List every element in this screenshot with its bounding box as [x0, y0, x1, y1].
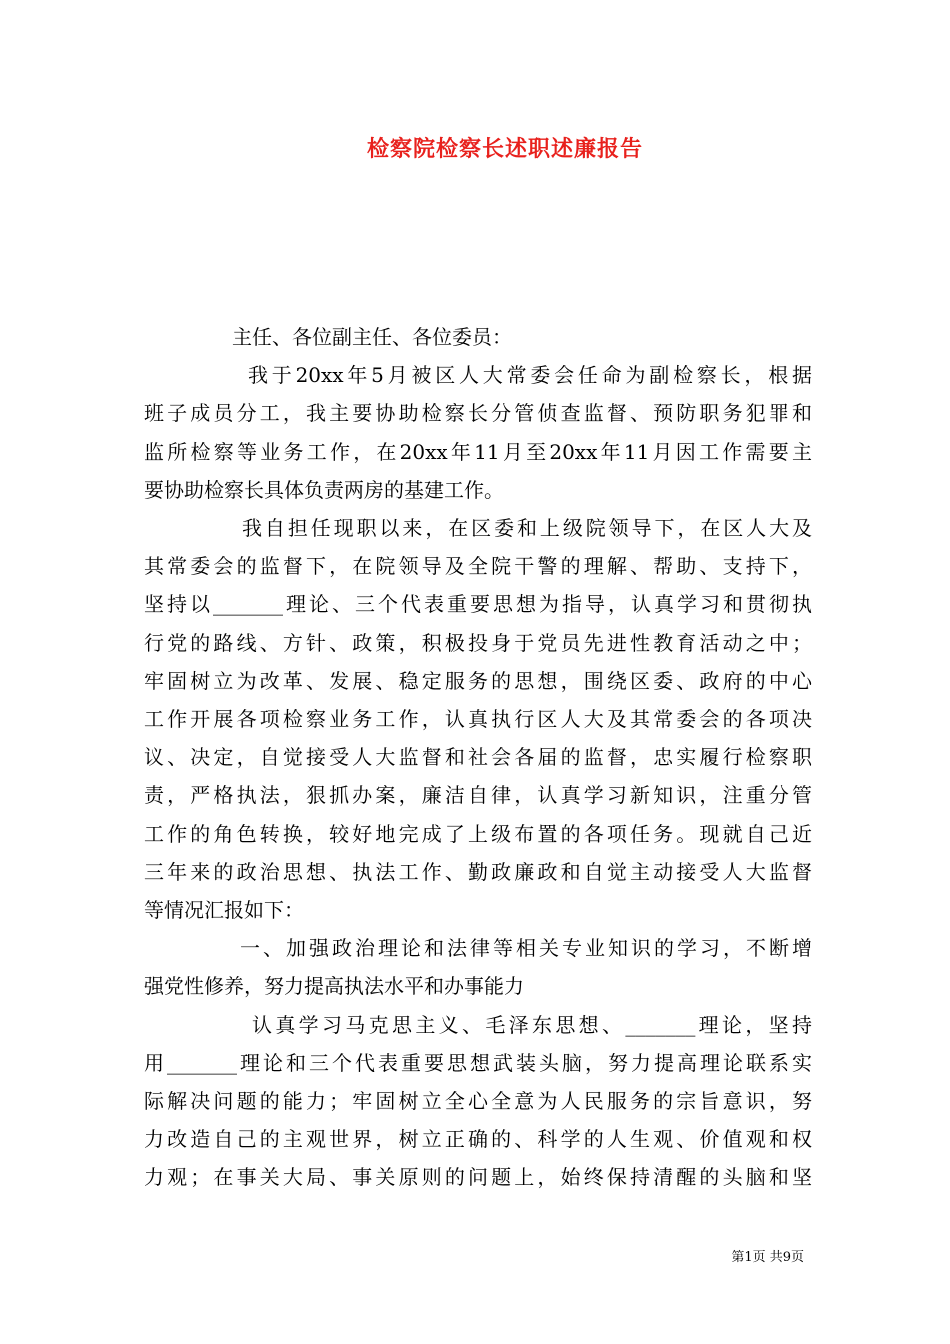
paragraph-line: 用_______理论和三个代表重要思想武装头脑，努力提高理论联系实: [144, 1050, 812, 1075]
paragraph-line: 我自担任现职以来，在区委和上级院领导下，在区人大及: [242, 516, 812, 541]
paragraph-study: [144, 1006, 812, 1197]
paragraph-line: 其常委会的监督下，在院领导及全院干警的理解、帮助、支持下，: [144, 554, 812, 579]
document-body: [144, 318, 812, 1197]
paragraph-line: 等情况汇报如下：: [144, 898, 304, 923]
section-heading-line: 强党性修养，努力提高执法水平和办事能力: [144, 974, 524, 999]
paragraph-line: 议、决定，自觉接受人大监督和社会各届的监督，忠实履行检察职: [144, 745, 812, 770]
section-heading-line: 一、加强政治理论和法律等相关专业知识的学习，不断增: [240, 936, 812, 961]
paragraph-line: 工作开展各项检察业务工作，认真执行区人大及其常委会的各项决: [144, 707, 812, 732]
paragraph-line: 班子成员分工，我主要协助检察长分管侦查监督、预防职务犯罪和: [144, 401, 812, 426]
section-heading-one: [144, 929, 812, 1005]
paragraph-line: 牢固树立为改革、发展、稳定服务的思想，围绕区委、政府的中心: [144, 668, 812, 693]
paragraph-line: 三年来的政治思想、执法工作、勤政廉政和自觉主动接受人大监督: [144, 859, 812, 884]
paragraph-line: 监所检察等业务工作，在20xx年11月至20xx年11月因工作需要主: [144, 439, 812, 464]
paragraph-appointment: [144, 356, 812, 509]
paragraph-line: 认真学习马克思主义、毛泽东思想、_______理论，坚持: [252, 1012, 812, 1037]
paragraph-line: 我于20xx年5月被区人大常委会任命为副检察长，根据: [248, 363, 812, 388]
salutation: 主任、各位副主任、各位委员：: [232, 325, 512, 349]
paragraph-overview: [144, 509, 812, 929]
page-number: 第1页 共9页: [731, 1250, 804, 1265]
paragraph-line: 行党的路线、方针、政策，积极投身于党员先进性教育活动之中；: [144, 630, 812, 655]
paragraph-line: 力观；在事关大局、事关原则的问题上，始终保持清醒的头脑和坚: [144, 1165, 812, 1190]
paragraph-line: 坚持以_______理论、三个代表重要思想为指导，认真学习和贯彻执: [144, 592, 812, 617]
document-title: 检察院检察长述职述廉报告: [366, 136, 643, 162]
paragraph-line: 责，严格执法，狠抓办案，廉洁自律，认真学习新知识，注重分管: [144, 783, 812, 808]
paragraph-line: 要协助检察长具体负责两房的基建工作。: [144, 477, 504, 502]
paragraph-line: 力改造自己的主观世界，树立正确的、科学的人生观、价值观和权: [144, 1127, 812, 1152]
paragraph-line: 工作的角色转换，较好地完成了上级布置的各项任务。现就自己近: [144, 821, 812, 846]
paragraph-line: 际解决问题的能力；牢固树立全心全意为人民服务的宗旨意识，努: [144, 1089, 812, 1114]
